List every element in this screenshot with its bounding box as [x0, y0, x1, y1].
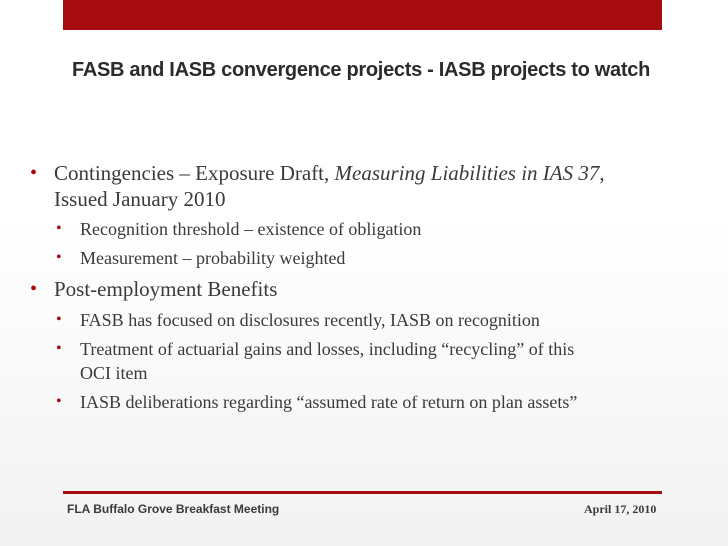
sub-bullet: [30, 337, 705, 385]
sub-bullet-text-line2: OCI item: [80, 363, 148, 383]
top-accent-bar: [63, 0, 662, 30]
bullet-post-employment: [30, 276, 705, 302]
sub-bullet-text: Recognition threshold – existence of obligation: [80, 219, 422, 239]
bullet-dot-icon: •: [30, 162, 38, 184]
slide-body: [30, 160, 705, 414]
bullet-dot-icon: •: [56, 220, 62, 237]
bullet-dot-icon: •: [56, 311, 62, 328]
footer-divider: [63, 491, 662, 494]
bullet-text-italic: Measuring Liabilities in IAS 37: [334, 161, 600, 185]
sub-bullet-text: Treatment of actuarial gains and losses, including “recycling” of this: [80, 339, 575, 359]
sub-bullet: [30, 308, 705, 332]
footer-date: April 17, 2010: [584, 502, 657, 516]
bullet-text: Post-employment Benefits: [54, 277, 278, 301]
bullet-dot-icon: •: [56, 249, 62, 266]
bullet-dot-icon: •: [30, 278, 38, 300]
bullet-text: Contingencies – Exposure Draft,: [54, 161, 335, 185]
bullet-text-end: ,: [599, 161, 605, 185]
sub-bullet: [30, 390, 705, 414]
footer-event-name: FLA Buffalo Grove Breakfast Meeting: [67, 502, 280, 516]
slide-title: FASB and IASB convergence projects - IASB projects to watch: [72, 59, 650, 81]
bullet-contingencies: [30, 160, 705, 212]
sub-bullet-text: Measurement – probability weighted: [80, 248, 346, 268]
bullet-dot-icon: •: [56, 393, 62, 410]
bullet-text-line2: Issued January 2010: [54, 187, 226, 211]
sub-bullet: [30, 217, 705, 241]
sub-bullet-text: FASB has focused on disclosures recently, IASB on recognition: [80, 310, 540, 330]
sub-bullet: [30, 246, 705, 270]
bullet-dot-icon: •: [56, 340, 62, 357]
sub-bullet-text: IASB deliberations regarding “assumed rate of return on plan assets”: [80, 392, 578, 412]
